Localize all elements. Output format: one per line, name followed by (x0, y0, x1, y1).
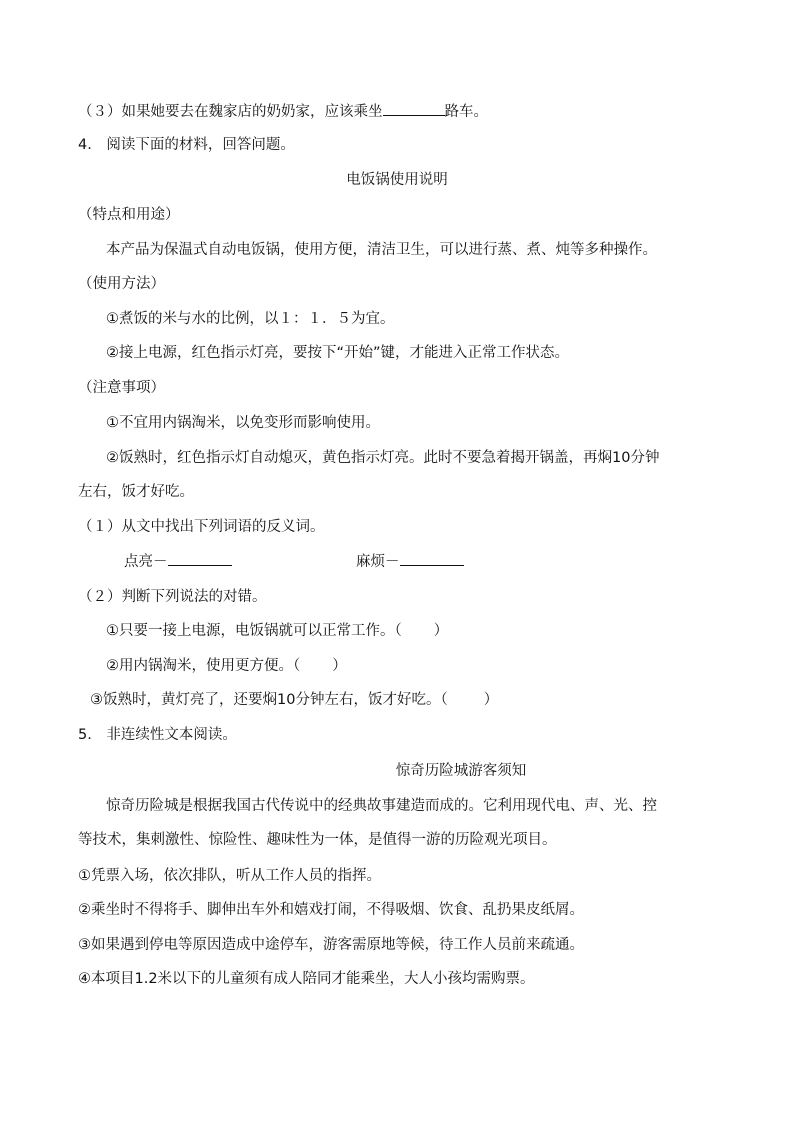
judge-item-1 (106, 621, 448, 641)
features-heading: （特点和用途） (78, 207, 180, 223)
question-5-intro: 5. 非连续性文本阅读。 (78, 727, 237, 743)
antonym-blank-2[interactable] (400, 551, 464, 566)
q4-title: 电饭锅使用说明 (346, 172, 448, 188)
antonym-word-1: 点亮－ (124, 554, 168, 570)
usage-item-1: ①煮饭的米与水的比例，以１：１．５为宜。 (106, 311, 395, 327)
features-text: 本产品为保温式自动电饭锅，使用方便，清洁卫生，可以进行蒸、煮、炖等多种操作。 (106, 242, 657, 258)
question-3-part-3 (78, 101, 488, 122)
q5-title: 惊奇历险城游客须知 (395, 763, 527, 779)
judge-item-1-text: ①只要一接上电源，电饭锅就可以正常工作。（ (106, 623, 402, 639)
judge-item-2 (106, 656, 347, 676)
rule-item-3: ③如果遇到停电等原因造成中途停车，游客需原地等候，待工作人员前来疏通。 (78, 937, 584, 953)
antonym-word-2: 麻烦－ (356, 554, 400, 570)
q5-paragraph-line-1: 惊奇历险城是根据我国古代传说中的经典故事建造而成的。它利用现代电、声、光、控 (106, 798, 657, 814)
antonym-row-2 (356, 551, 464, 572)
sub-question-1: （１）从文中找出下列词语的反义词。 (78, 519, 325, 535)
usage-heading: （使用方法） (78, 276, 165, 292)
sub-question-2: （２）判断下列说法的对错。 (78, 589, 267, 605)
judge-close-3: ） (483, 692, 499, 708)
note-item-2-line-1: ②饭熟时，红色指示灯自动熄灭，黄色指示灯亮。此时不要急着揭开锅盖，再焖10分钟 (106, 450, 660, 466)
notes-heading: （注意事项） (78, 380, 165, 396)
antonym-row (124, 551, 232, 572)
judge-close-1: ） (433, 623, 449, 639)
rule-item-2: ②乘坐时不得将手、脚伸出车外和嬉戏打闹，不得吸烟、饮食、乱扔果皮纸屑。 (78, 902, 584, 918)
note-item-2-line-2: 左右，饭才好吃。 (78, 484, 194, 500)
q5-paragraph-line-2: 等技术，集刺激性、惊险性、趣味性为一体，是值得一游的历险观光项目。 (78, 832, 557, 848)
antonym-blank-1[interactable] (168, 551, 232, 566)
q3-prefix: （３）如果她要去在魏家店的奶奶家，应该乘坐 (78, 104, 383, 120)
judge-item-2-text: ②用内锅淘米，使用更方便。（ (106, 658, 301, 674)
judge-close-2: ） (332, 658, 347, 674)
note-item-1: ①不宜用内锅淘米，以免变形而影响使用。 (106, 415, 380, 431)
q3-suffix: 路车。 (444, 104, 488, 120)
usage-item-2: ②接上电源，红色指示灯亮，要按下“开始”键，才能进入正常工作状态。 (106, 345, 570, 361)
rule-item-4: ④本项目1.2米以下的儿童须有成人陪同才能乘坐，大人小孩均需购票。 (78, 971, 535, 987)
rule-item-1: ①凭票入场，依次排队，听从工作人员的指挥。 (78, 868, 381, 884)
answer-blank[interactable] (383, 101, 445, 116)
question-4-intro: 4. 阅读下面的材料，回答问题。 (78, 137, 295, 153)
judge-item-3-text: ③饭熟时，黄灯亮了，还要焖10分钟左右，饭才好吃。（ (90, 692, 448, 708)
judge-item-3 (90, 690, 498, 710)
